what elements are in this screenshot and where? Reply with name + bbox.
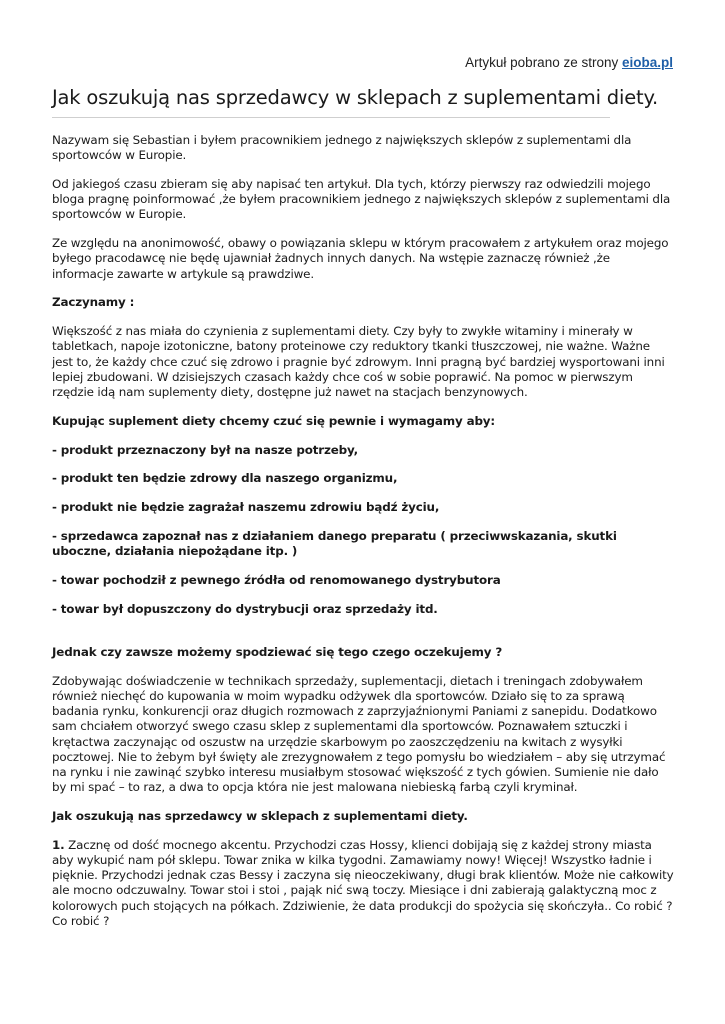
list-item: - sprzedawca zapoznał nas z działaniem danego preparatu ( przeciwwskazania, skutki uboczne, działania niepożądane itp. ) xyxy=(52,529,617,559)
point-number: 1. xyxy=(52,837,65,852)
heading-expectations: Kupując suplement diety chcemy czuć się pewnie i wymagamy aby: xyxy=(52,413,496,428)
list-item: - produkt nie będzie zagrażał naszemu zdrowiu bądź życiu, xyxy=(52,500,440,515)
source-attribution xyxy=(465,55,673,70)
heading-how-they-cheat: Jak oszukują nas sprzedawcy w sklepach z suplementami diety. xyxy=(52,809,468,824)
paragraph-intro: Nazywam się Sebastian i byłem pracownikiem jednego z największych sklepów z suplementami dla sportowców w Europie. xyxy=(52,133,632,163)
heading-start: Zaczynamy : xyxy=(52,295,135,310)
article-body xyxy=(52,133,674,943)
paragraph-experience: Zdobywając doświadczenie w technikach sprzedaży, suplementacji, dietach i treningach zdobywałem również niechęć do kupowania w moim wypadku odżywek dla sportowców. Działo się to za sprawą badania rynku, konkurencji oraz długich rozmowach z zaprzyjaźnionymi Paniami z sanepidu. Dodatkowo sam chciałem otworzyć swego czasu sklep z suplementami dla sportowców. Poznawałem sztuczki i krętactwa zaczynając od oszustw na urzędzie skarbowym po zaoszczędzeniu na kwitach z wysyłki pocztowej. Nie to żebym był święty ale zrezygnowałem z tego pomysłu bo wiedziałem – aby się utrzymać na rynku i nie zawinąć szybko interesu musiałbym stosować większość z tych gówien. Sumienie nie dało by mi spać – to raz, a dwa to opcja która nie jest malowana niebieską farbą czyli kryminał. xyxy=(52,673,666,795)
paragraph-anonymity: Ze względu na anonimowość, obawy o powiązania sklepu w którym pracowałem z artykułem oraz mojego byłego pracodawcę nie będę ujawniał żadnych innych danych. Na wstępie zaznaczę również ,że informacje zawarte w artykule są prawdziwe. xyxy=(52,236,669,281)
list-item: - produkt przeznaczony był na nasze potrzeby, xyxy=(52,442,359,457)
page-title: Jak oszukują nas sprzedawcy w sklepach z suplementami diety. xyxy=(52,86,659,109)
list-item: - towar był dopuszczony do dystrybucji oraz sprzedaży itd. xyxy=(52,601,438,616)
heading-question: Jednak czy zawsze możemy spodziewać się tego czego oczekujemy ? xyxy=(52,645,503,659)
source-prefix: Artykuł pobrano ze strony xyxy=(465,55,622,70)
paragraph-purpose: Od jakiegoś czasu zbieram się aby napisać ten artykuł. Dla tych, którzy pierwszy raz odwiedzili mojego bloga pragnę poinformować ,że byłem pracownikiem jednego z największych sklepów z suplementami dla sportowców w Europie. xyxy=(52,177,671,222)
paragraph-supplements: Większość z nas miała do czynienia z suplementami diety. Czy były to zwykłe witaminy i minerały w tabletkach, napoje izotoniczne, batony proteinowe czy reduktory tkanki tłuszczowej, nie ważne. Ważne jest to, że każdy chce czuć się zdrowo i pragnie być zdrowym. Inni pragną być bardziej wysportowani inni lepiej zbudowani. W dzisiejszych czasach każdy chce coś w sobie poprawić. Na pomoc w pierwszym rzędzie idą nam suplementy diety, dostępne już nawet na stacjach benzynowych. xyxy=(52,324,665,400)
list-item: - towar pochodził z pewnego źródła od renomowanego dystrybutora xyxy=(52,573,501,587)
point-text: Zacznę od dość mocnego akcentu. Przychodzi czas Hossy, klienci dobijają się z każdej strony miasta aby wykupić nam pół sklepu. Towar znika w kilka tygodni. Zamawiamy nowy! Więcej! Wszystko ładnie i pięknie. Przychodzi jednak czas Bessy i zaczyna się nieoczekiwany, długi brak klientów. Może nie całkowity ale mocno odczuwalny. Towar stoi i stoi , pająk nić swą toczy. Miesiące i dni zabierają galaktyczną moc z kolorowych puch stojących na półkach. Zdziwienie, że data produkcji do spożycia się skończyła.. Co robić ? Co robić ? xyxy=(52,837,674,928)
list-item: - produkt ten będzie zdrowy dla naszego organizmu, xyxy=(52,471,398,486)
paragraph-point-1 xyxy=(52,838,674,929)
source-link[interactable]: eioba.pl xyxy=(621,55,673,70)
title-divider xyxy=(52,117,610,118)
